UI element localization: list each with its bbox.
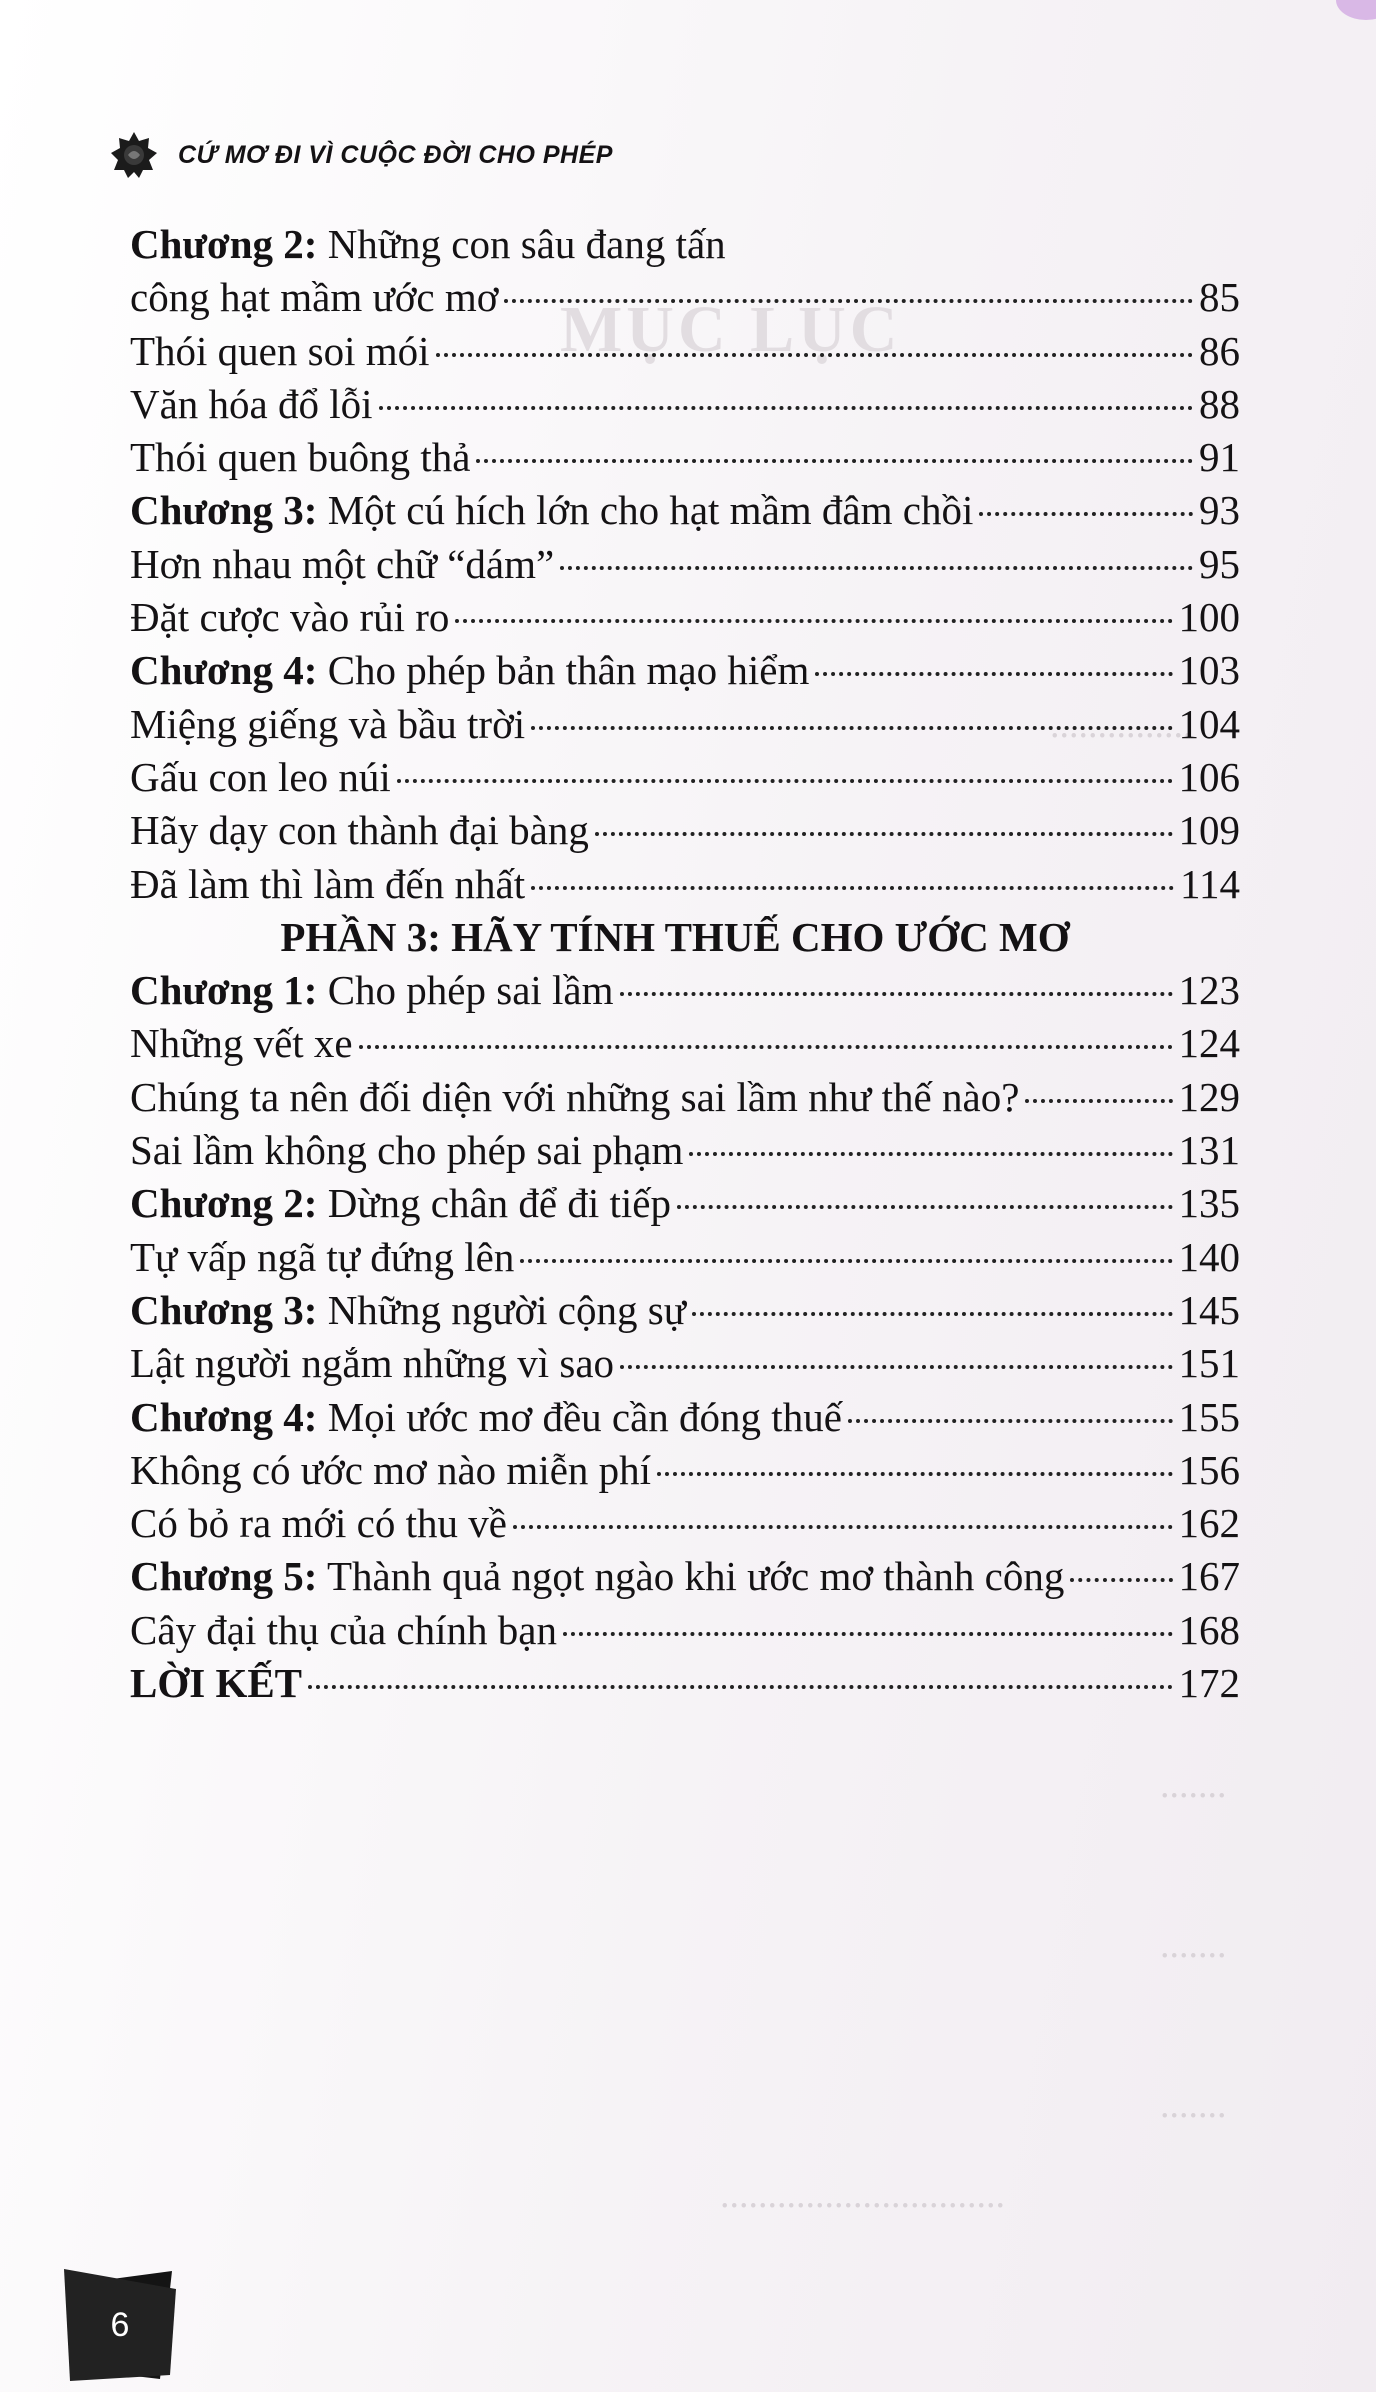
toc-entry-title: Hãy dạy con thành đại bàng: [130, 807, 589, 854]
dot-leader: [455, 619, 1172, 623]
dot-leader: [848, 1419, 1173, 1423]
dot-leader: [308, 1685, 1172, 1689]
dot-leader: [513, 1525, 1173, 1529]
toc-entry: [130, 964, 1240, 1017]
toc-entry-title: Cho phép sai lầm: [317, 967, 614, 1014]
toc-entry-title: Lật người ngắm những vì sao: [130, 1340, 615, 1387]
toc-chapter-label: Chương 3:: [130, 487, 318, 534]
toc-entry: [130, 751, 1240, 804]
toc-page-number: 151: [1178, 1340, 1240, 1387]
toc-entry: [130, 431, 1240, 484]
toc-chapter-label: Chương 3:: [130, 1286, 318, 1333]
dot-leader: [379, 406, 1193, 410]
show-through-heading: MỤC LỤC: [560, 293, 902, 366]
toc-page-number: 131: [1178, 1127, 1240, 1174]
toc-chapter-label: Chương 1:: [130, 967, 318, 1014]
dot-leader: [677, 1205, 1173, 1209]
toc-page-number: 162: [1178, 1500, 1240, 1547]
toc-chapter-label: Chương 2:: [130, 221, 318, 267]
toc-entry: [130, 484, 1240, 537]
toc-entry: [130, 1657, 1240, 1710]
toc-entry: [130, 1497, 1240, 1550]
toc-entry: [130, 1337, 1240, 1390]
dot-leader: [620, 1365, 1172, 1369]
toc-entry: [130, 591, 1240, 644]
toc-entry: [130, 644, 1240, 697]
toc-page-number: 106: [1178, 753, 1240, 800]
toc-page-number: 167: [1178, 1553, 1240, 1600]
toc-entry-title: Những con sâu đang tấn: [317, 221, 726, 267]
toc-entry: [130, 804, 1240, 857]
dot-leader: [689, 1152, 1172, 1156]
toc-entry: [130, 1231, 1240, 1284]
toc-page-number: 168: [1178, 1606, 1240, 1653]
toc-page-number: 95: [1199, 540, 1240, 587]
toc-entry-title: Đã làm thì làm đến nhất: [130, 860, 526, 907]
toc-entry-title: Gấu con leo núi: [130, 753, 391, 800]
toc-chapter-label: Chương 5:: [130, 1553, 318, 1600]
toc-entry-title: Cho phép bản thân mạo hiểm: [317, 647, 810, 694]
show-through-text: .......: [1160, 2084, 1227, 2126]
dot-leader: [620, 992, 1173, 996]
show-through-text: .......: [1160, 1764, 1227, 1806]
toc-entry-title: Thói quen buông thả: [130, 434, 471, 481]
toc-entry-title: Một cú hích lớn cho hạt mầm đâm chồi: [317, 487, 974, 534]
toc-page-number: 104: [1178, 700, 1240, 747]
dot-leader: [692, 1312, 1173, 1316]
toc-page-number: 114: [1180, 860, 1240, 907]
show-through-text: ..............................: [720, 2174, 1005, 2216]
toc-entry: [130, 1391, 1240, 1444]
toc-entry: [130, 1017, 1240, 1070]
toc-entry: [130, 1124, 1240, 1177]
toc-chapter-label: Chương 4:: [130, 647, 318, 694]
toc-entry-title: Những người cộng sự: [317, 1286, 686, 1333]
dot-leader: [1025, 1099, 1172, 1103]
toc-entry: [130, 325, 1240, 378]
dot-leader: [563, 1632, 1173, 1636]
toc-page-number: 91: [1199, 434, 1240, 481]
toc-entry: [130, 378, 1240, 431]
toc-page-number: 135: [1178, 1180, 1240, 1227]
dot-leader: [1070, 1578, 1172, 1582]
toc-entry-title: Đặt cược vào rủi ro: [130, 594, 450, 641]
toc-entry-title: Miệng giếng và bầu trời: [130, 700, 526, 747]
toc-page-number: 123: [1178, 967, 1240, 1014]
toc-entry-title: Cây đại thụ của chính bạn: [130, 1606, 557, 1653]
toc-page-number: 86: [1199, 327, 1240, 374]
toc-page-number: 88: [1199, 380, 1240, 427]
toc-entry-title: Hơn nhau một chữ “dám”: [130, 540, 555, 587]
toc-page-number: 103: [1178, 647, 1240, 694]
toc-page-number: 155: [1178, 1393, 1240, 1440]
toc-entry-title: Có bỏ ra mới có thu về: [130, 1500, 507, 1547]
show-through-text: .......: [1160, 1924, 1227, 1966]
toc-page-number: 93: [1199, 487, 1240, 534]
toc-entry: [130, 1177, 1240, 1230]
toc-entry-title: Mọi ước mơ đều cần đóng thuế: [317, 1393, 842, 1440]
toc-entry: [130, 1284, 1240, 1337]
dot-leader: [531, 726, 1172, 730]
toc-entry: [130, 1444, 1240, 1497]
toc-entry-title: Không có ước mơ nào miễn phí: [130, 1446, 652, 1493]
dot-leader: [657, 1472, 1172, 1476]
toc-entry-title: Những vết xe: [130, 1020, 353, 1067]
toc-page-number: 172: [1178, 1660, 1240, 1707]
toc-page-number: 85: [1199, 274, 1240, 321]
toc-entry-continued: [130, 218, 1240, 271]
dot-leader: [531, 886, 1174, 890]
book-title: CỨ MƠ ĐI VÌ CUỘC ĐỜI CHO PHÉP: [178, 140, 613, 169]
dot-leader: [979, 512, 1193, 516]
toc-entry-title: công hạt mầm ước mơ: [130, 274, 499, 321]
dot-leader: [476, 459, 1193, 463]
toc-entry-title: Chúng ta nên đối diện với những sai lầm như thế nào?: [130, 1073, 1020, 1120]
dot-leader: [436, 353, 1193, 357]
dot-leader: [560, 566, 1193, 570]
toc-page-number: 100: [1178, 594, 1240, 641]
toc-entry: [130, 858, 1240, 911]
toc-entry-title: Thói quen soi mói: [130, 327, 430, 374]
dot-leader: [504, 299, 1193, 303]
toc-page-number: 156: [1178, 1446, 1240, 1493]
part-heading: PHẦN 3: HÃY TÍNH THUẾ CHO ƯỚC MƠ: [280, 913, 1070, 960]
page-number: 6: [110, 2305, 130, 2344]
table-of-contents: [130, 218, 1240, 1710]
toc-chapter-label: LỜI KẾT: [130, 1660, 303, 1707]
toc-entry: [130, 271, 1240, 324]
show-through-text: ...............: [1050, 704, 1193, 746]
toc-entry: [130, 1550, 1240, 1603]
flower-logo-icon: [110, 131, 158, 179]
running-header: [110, 130, 613, 180]
toc-page-number: 145: [1178, 1286, 1240, 1333]
toc-entry-title: Thành quả ngọt ngào khi ước mơ thành công: [317, 1553, 1065, 1600]
toc-entry: [130, 1604, 1240, 1657]
toc-entry-title: Sai lầm không cho phép sai phạm: [130, 1127, 684, 1174]
dot-leader: [359, 1045, 1173, 1049]
toc-entry: [130, 698, 1240, 751]
toc-page-number: 124: [1178, 1020, 1240, 1067]
toc-chapter-label: Chương 2:: [130, 1180, 318, 1227]
toc-chapter-label: Chương 4:: [130, 1393, 318, 1440]
dot-leader: [397, 779, 1173, 783]
dot-leader: [595, 832, 1173, 836]
toc-entry-title: Tự vấp ngã tự đứng lên: [130, 1233, 515, 1280]
toc-entry: [130, 538, 1240, 591]
toc-page-number: 129: [1178, 1073, 1240, 1120]
dot-leader: [520, 1259, 1172, 1263]
toc-entry: [130, 1071, 1240, 1124]
toc-page-number: 140: [1178, 1233, 1240, 1280]
dot-leader: [815, 672, 1172, 676]
toc-entry-title: Dừng chân để đi tiếp: [317, 1180, 671, 1227]
page-number-badge: [60, 2265, 180, 2385]
toc-entry-title: Văn hóa đổ lỗi: [130, 380, 373, 427]
toc-page-number: 109: [1178, 807, 1240, 854]
